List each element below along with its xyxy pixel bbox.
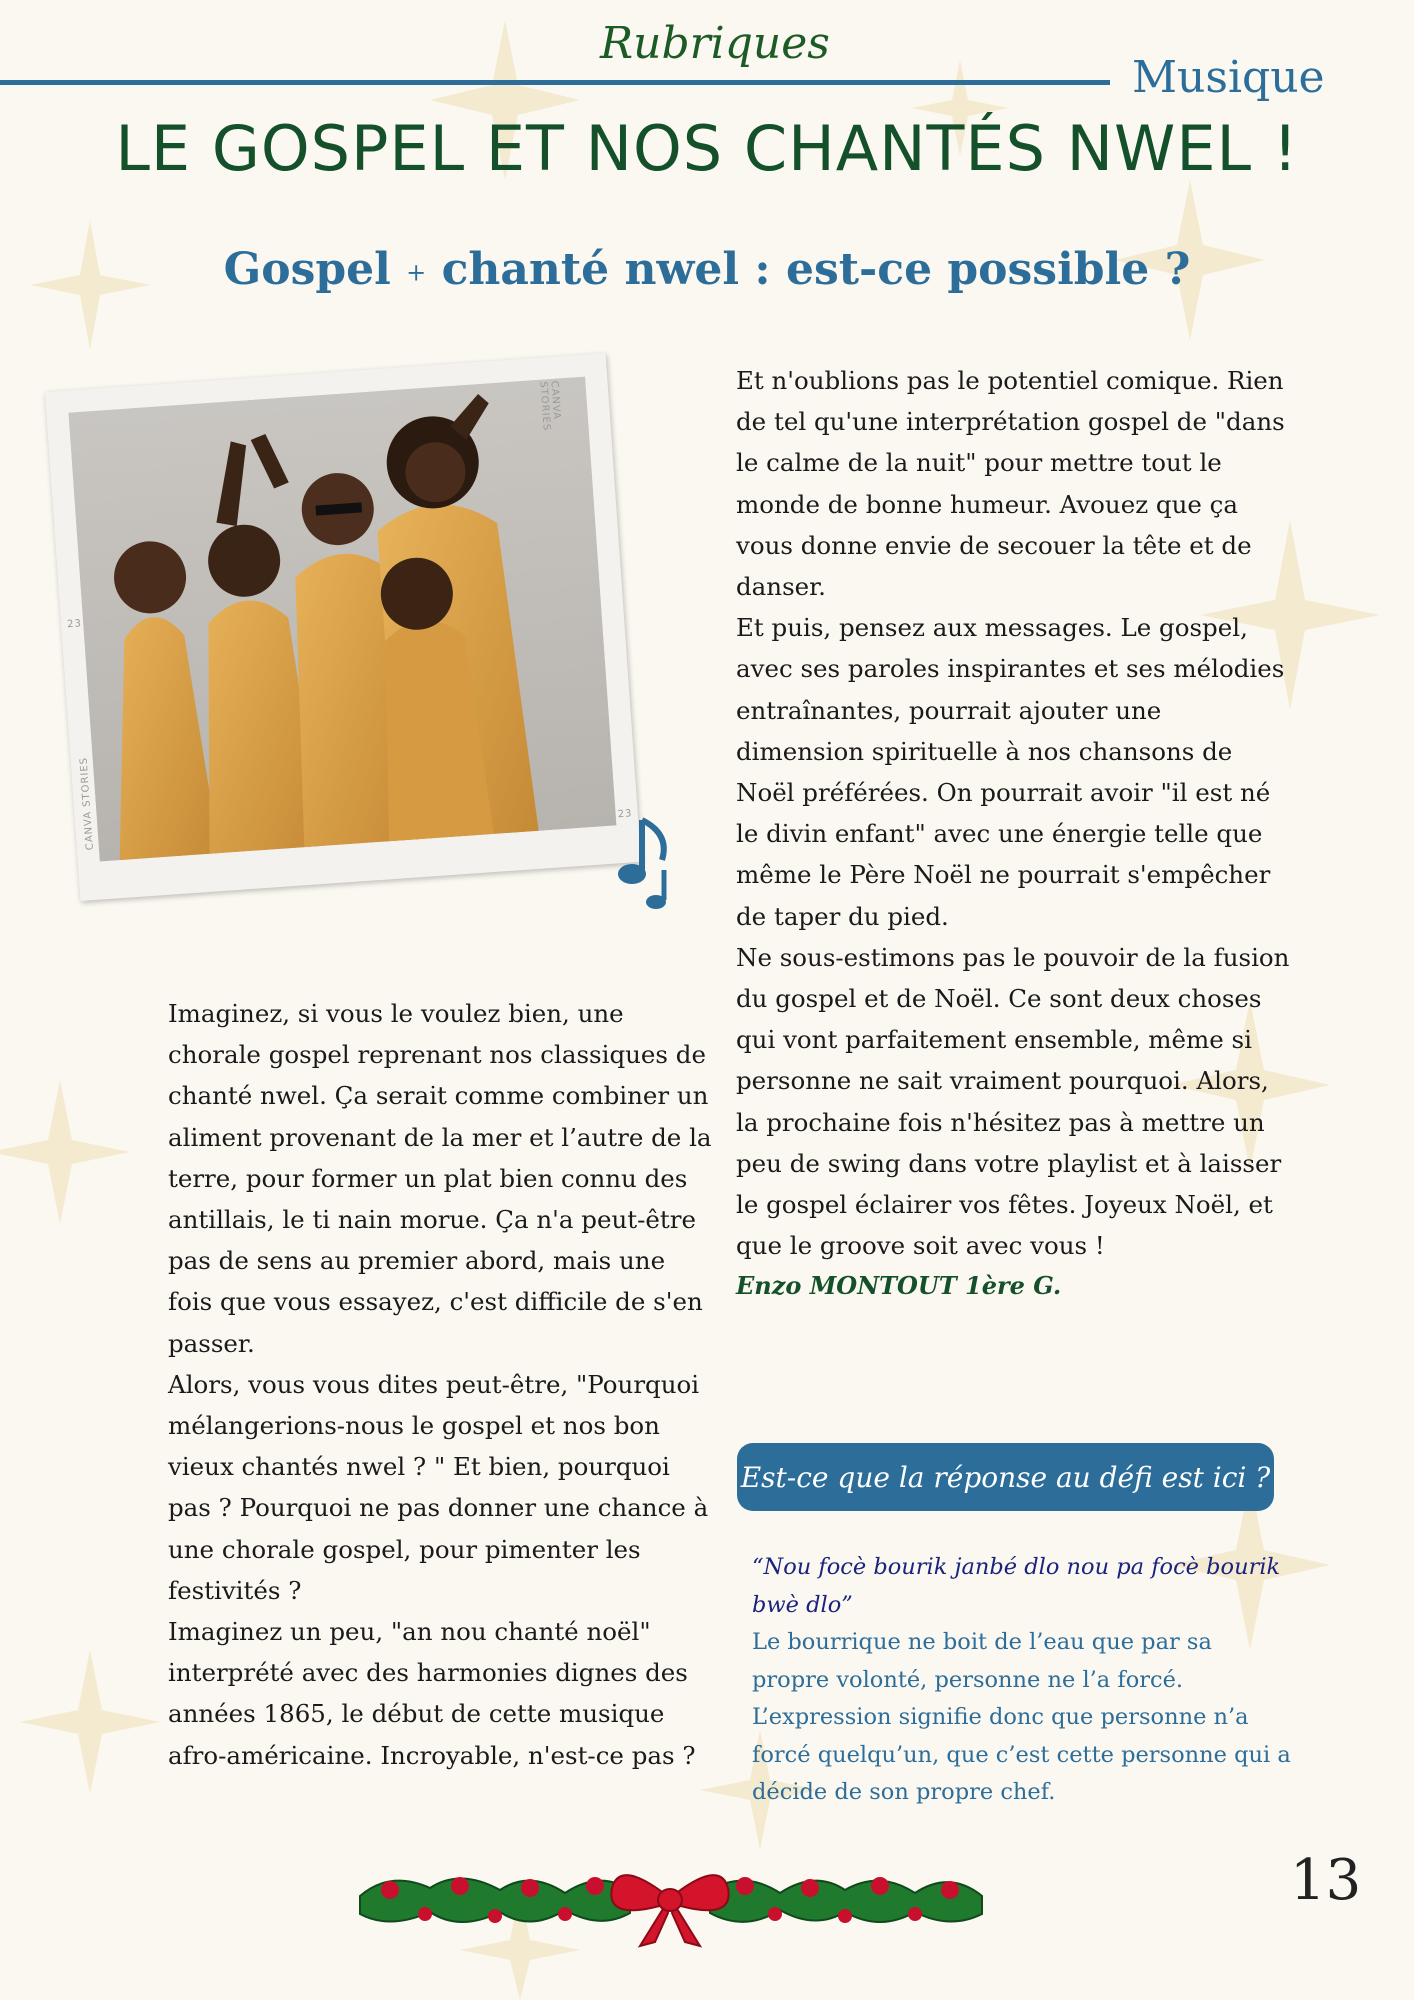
header-rule [0,80,1110,85]
article-paragraph: Et n'oublions pas le potentiel comique. Rien de tel qu'une interprétation gospel de "dans le calme de la nuit" pour mettre tout le monde de bonne humeur. Avouez que ça vous donne envie de secouer la tête et de danser. [736,366,1285,602]
article-left-column [168,993,716,1776]
article-paragraph: Ne sous-estimons pas le pouvoir de la fusion du gospel et de Noël. Ce sont deux choses qui vont parfaitement ensemble, même si personne ne sait vraiment pourquoi. Alors, la prochaine fois n'hésitez pas à mettre un peu de swing dans votre playlist et à laisser le gospel éclairer vos fêtes. Joyeux Noël, et que le groove soit avec vous ! [736,942,1290,1261]
music-note-icon [612,810,684,910]
article-right-column [736,360,1296,1306]
rubriques-label: Rubriques [600,18,830,69]
creole-proverb-block [752,1549,1292,1812]
article-paragraph: Imaginez, si vous le voulez bien, une chorale gospel reprenant nos classiques de chanté nwel. Ça serait comme combiner un aliment provenant de la mer et l’autre de la terre, pour former un plat bien connu des antillais, le ti nain morue. Ça n'a peut-être pas de sens au premier abord, mais une fois que vous essayez, c'est difficile de s'en passer. [168,999,712,1358]
article-paragraph: Alors, vous vous dites peut-être, "Pourquoi mélangerions-nous le gospel et nos bon vieux chantés nwel ? " Et bien, pourquoi pas ? Pourquoi ne pas donner une chance à une chorale gospel, pour pimenter les festivités ? [168,1369,709,1605]
challenge-banner [737,1443,1274,1511]
creole-quote: “Nou focè bourik janbé dlo nou pa focè bourik bwè dlo” [752,1554,1281,1618]
section-label: Musique [1132,52,1325,103]
challenge-question: Est-ce que la réponse au défi est ici ? [740,1460,1271,1494]
proverb-explanation: Le bourrique ne boit de l’eau que par sa propre volonté, personne ne l’a forcé. L’expression signifie donc que personne n’a forcé quelqu’un, que c’est cette personne qui a décide de son propre chef. [752,1629,1291,1805]
page-number: 13 [1290,1848,1362,1913]
photo-frame [45,353,641,901]
frame-number-left: 23 [66,618,83,631]
author-signature: Enzo MONTOUT 1ère G. [736,1271,1062,1301]
subtitle-part1: Gospel [223,244,391,295]
gospel-choir-photo [68,377,616,862]
article-paragraph: Et puis, pensez aux messages. Le gospel, avec ses paroles inspirantes et ses mélodies entraînantes, pourrait ajouter une dimension spirituelle à nos chansons de Noël préférées. On pourrait avoir "il est né le divin enfant" avec une énergie telle que même le Père Noël ne pourrait s'empêcher de taper du pied. [736,613,1285,931]
frame-number-right: 23 [617,808,633,821]
subtitle-plus: + [406,258,427,287]
article-paragraph: Imaginez un peu, "an nou chanté noël" interprété avec des harmonies dignes des années 1865, le début de cette musique afro-américaine. Incroyable, n'est-ce pas ? [168,1617,696,1770]
article-title: LE GOSPEL ET NOS CHANTÉS NWEL ! [115,112,1299,185]
frame-text-bottom: CANVA STORIES [78,756,96,851]
subtitle-part2: chanté nwel : est-ce possible ? [441,244,1191,295]
holly-garland-icon [350,1818,990,1948]
frame-text-top: CANVA STORIES [537,380,563,432]
article-subtitle [0,244,1414,295]
